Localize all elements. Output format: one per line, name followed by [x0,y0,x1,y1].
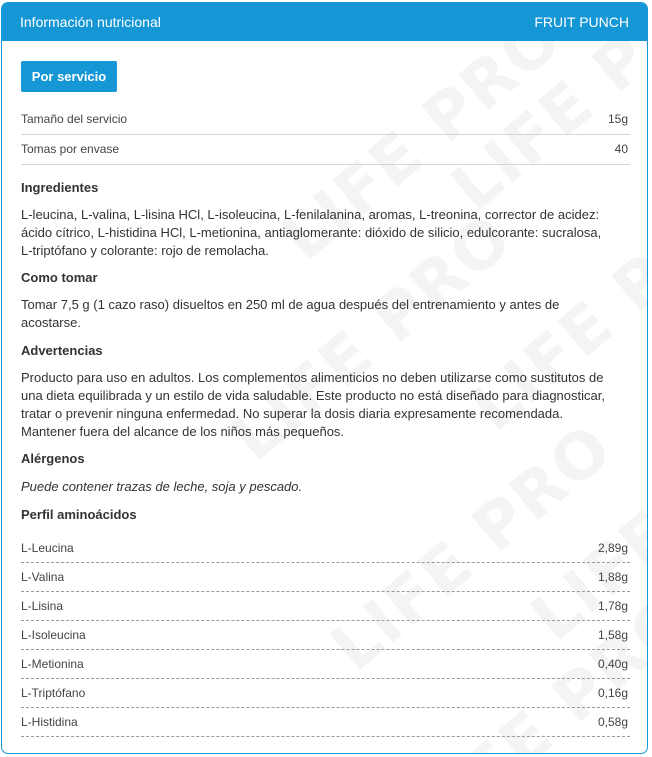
flavor-label: FRUIT PUNCH [534,14,629,30]
allergens-title: Alérgenos [21,451,85,466]
servings-per-container-value: 40 [614,142,628,156]
amino-row-histidina [21,707,630,737]
amino-label: L-Valina [21,569,65,584]
ingredients-text: L-leucina, L-valina, L-lisina HCl, L-isoleucina, L-fenilalanina, aromas, L-treonina, corrector de acidez: ácido cítrico, L-histidina HCl, L-metionina, antiaglomerante: dióxido de silicio, edulcorante: sucralosa, L-triptófano y colorante: rojo de remolacha. [21,207,602,258]
amino-value: 1,58g [597,627,628,642]
amino-value: 1,78g [597,598,628,613]
amino-label: L-Lisina [21,598,64,613]
amino-value: 0,16g [597,685,628,700]
amino-label: L-Isoleucina [21,627,86,642]
amino-row-valina [21,562,630,592]
panel-content [21,41,630,753]
amino-row-triptofano [21,678,630,708]
amino-label: L-Leucina [21,540,74,555]
amino-value: 0,58g [597,714,628,729]
servings-per-container-label: Tomas por envase [21,142,120,156]
servings-per-container-row [21,134,630,165]
nutrition-panel [1,2,648,754]
amino-row-leucina [21,533,630,563]
how-to-title: Como tomar [21,270,98,285]
amino-label: L-Metionina [21,656,84,671]
serving-size-label: Tamaño del servicio [21,112,128,126]
amino-label: L-Histidina [21,714,78,729]
amino-profile-title: Perfil aminoácidos [21,507,137,522]
warnings-title: Advertencias [21,343,103,358]
per-serving-tab[interactable]: Por servicio [21,61,117,92]
serving-size-row [21,104,630,135]
how-to-text: Tomar 7,5 g (1 cazo raso) disueltos en 250 ml de agua después del entrenamiento y antes de acostarse. [21,297,560,330]
panel-header [2,3,647,41]
amino-value: 0,40g [597,656,628,671]
amino-value: 2,89g [597,540,628,555]
amino-row-lisina [21,591,630,621]
amino-label: L-Triptófano [21,685,86,700]
panel-title: Información nutricional [20,14,161,30]
amino-row-isoleucina [21,620,630,650]
warnings-text: Producto para uso en adultos. Los complementos alimenticios no deben utilizarse como sustitutos de una dieta equilibrada y un estilo de vida saludable. Este producto no está diseñado para diagnosticar, tratar o prevenir ninguna enfermedad. No superar la dosis diaria expresamente recomendada. Mantener fuera del alcance de los niños más pequeños. [21,370,605,439]
serving-size-value: 15g [607,112,628,126]
amino-value: 1,88g [597,569,628,584]
allergens-text: Puede contener trazas de leche, soja y pescado. [21,479,303,494]
amino-row-metionina [21,649,630,679]
ingredients-title: Ingredientes [21,180,99,195]
